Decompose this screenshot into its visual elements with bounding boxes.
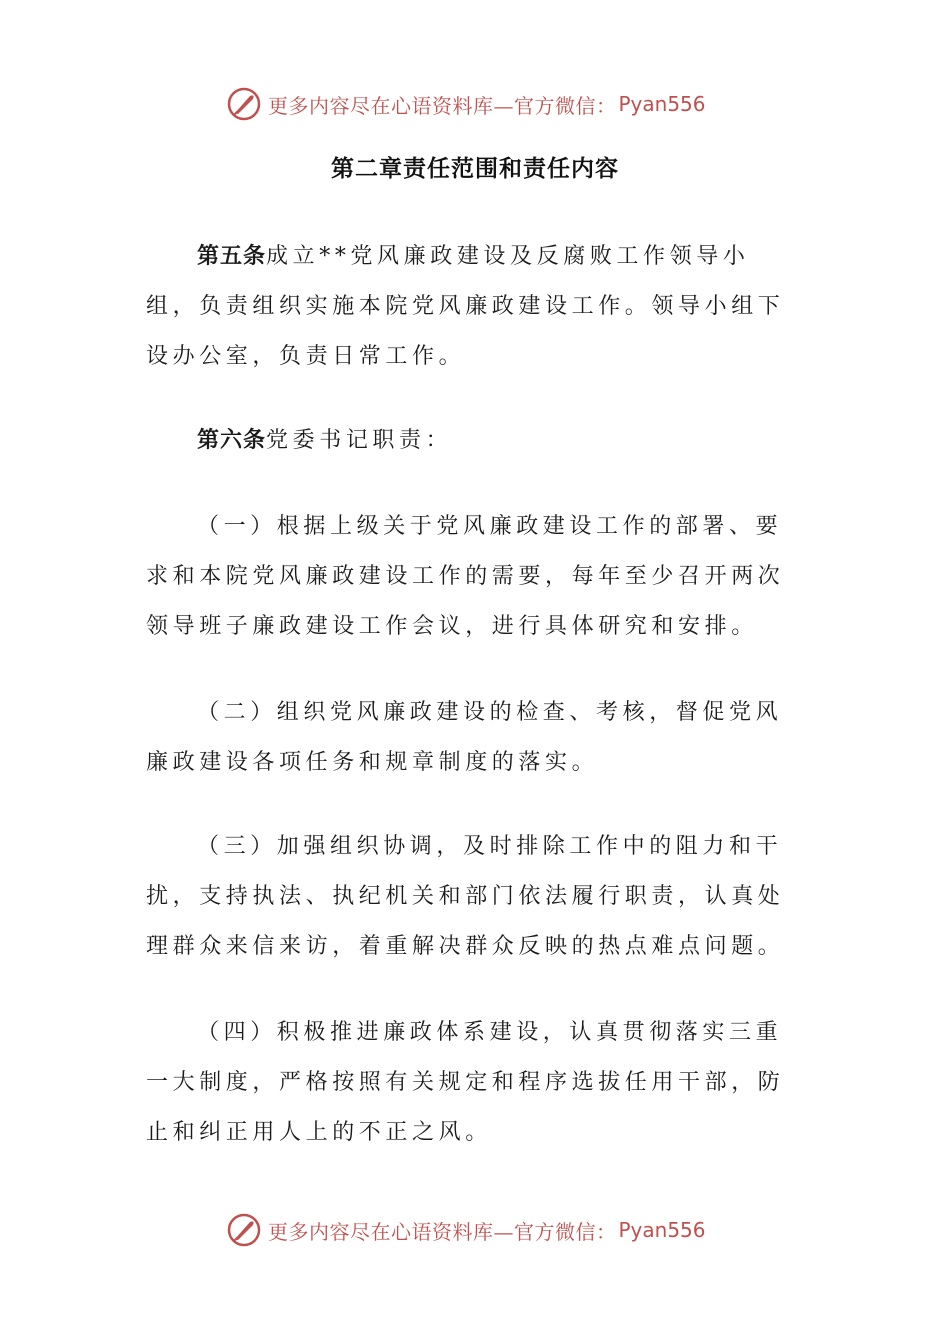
watermark-wechat-id: Pyan556	[618, 92, 706, 116]
watermark-wechat-id: Pyan556	[618, 1218, 706, 1242]
article-text: 成立**党风廉政建设及反腐败工作领导小组，负责组织实施本院党风廉政建设工作。领导小组下设办公室，负责日常工作。	[146, 244, 785, 369]
watermark-bottom	[226, 1210, 706, 1250]
quill-pen-icon	[226, 1212, 262, 1248]
duty-item-3	[146, 822, 796, 972]
watermark-top	[226, 84, 706, 124]
watermark-text: 更多内容尽在心语资料库—官方微信：	[268, 1219, 617, 1244]
quill-pen-icon	[226, 86, 262, 122]
watermark-text: 更多内容尽在心语资料库—官方微信：	[268, 93, 617, 118]
article-lead: 第六条	[197, 428, 267, 453]
duty-text: （三）加强组织协调，及时排除工作中的阻力和干扰，支持执法、执纪机关和部门依法履行职责，认真处理群众来信来访，着重解决群众反映的热点难点问题。	[146, 834, 785, 959]
duty-text: （一）根据上级关于党风廉政建设工作的部署、要求和本院党风廉政建设工作的需要，每年至少召开两次领导班子廉政建设工作会议，进行具体研究和安排。	[146, 514, 785, 639]
chapter-title: 第二章责任范围和责任内容	[331, 156, 619, 182]
article-lead: 第五条	[197, 244, 267, 269]
duty-text: （四）积极推进廉政体系建设，认真贯彻落实三重一大制度，严格按照有关规定和程序选拔任用干部，防止和纠正用人上的不正之风。	[146, 1020, 785, 1145]
duty-item-2	[146, 688, 796, 788]
duty-item-4	[146, 1008, 796, 1158]
article-text: 党委书记职责：	[266, 428, 453, 453]
duty-text: （二）组织党风廉政建设的检查、考核，督促党风廉政建设各项任务和规章制度的落实。	[146, 700, 783, 775]
article-6-paragraph	[146, 416, 796, 466]
duty-item-1	[146, 502, 796, 652]
article-5-paragraph	[146, 232, 796, 382]
